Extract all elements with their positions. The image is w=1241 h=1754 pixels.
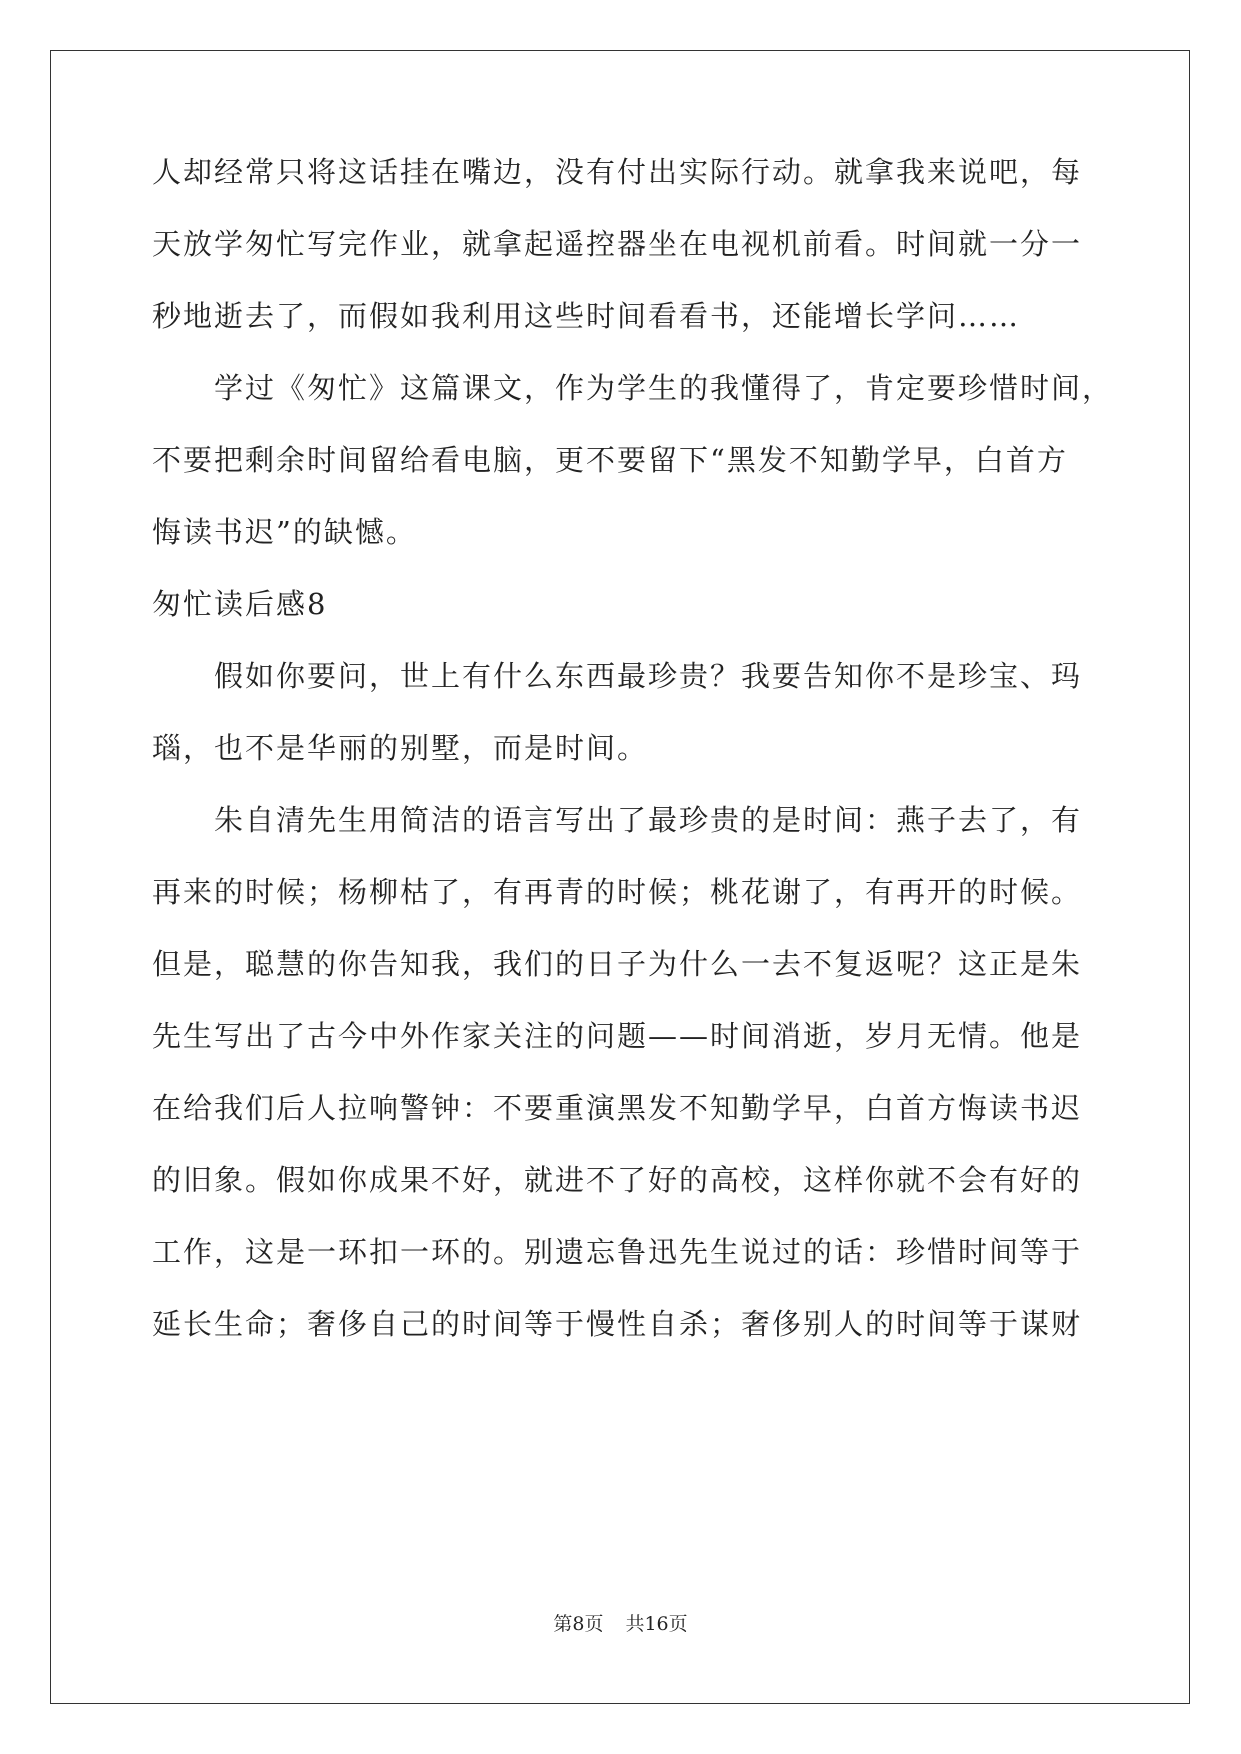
- paragraph-first-line: 学过《匆忙》这篇课文，作为学生的我懂得了，肯定要珍惜时间，: [152, 371, 1114, 405]
- text-line: 秒地逝去了，而假如我利用这些时间看看书，还能增长学问……: [152, 299, 1021, 333]
- text-line: 工作，这是一环扣一环的。别遗忘鲁迅先生说过的话：珍惜时间等于: [152, 1235, 1083, 1269]
- text-line: 人却经常只将这话挂在嘴边，没有付出实际行动。就拿我来说吧，每: [152, 155, 1083, 189]
- page-footer: [0, 1612, 1241, 1636]
- text-line: 瑙，也不是华丽的别墅，而是时间。: [152, 731, 649, 765]
- page-total: 共16页: [625, 1613, 688, 1635]
- text-line: 再来的时候；杨柳枯了，有再青的时候；桃花谢了，有再开的时候。: [152, 875, 1083, 909]
- text-line: 天放学匆忙写完作业，就拿起遥控器坐在电视机前看。时间就一分一: [152, 227, 1083, 261]
- text-line: 延长生命；奢侈自己的时间等于慢性自杀；奢侈别人的时间等于谋财: [152, 1307, 1083, 1341]
- paragraph-first-line: 假如你要问，世上有什么东西最珍贵？我要告知你不是珍宝、玛: [152, 659, 1083, 693]
- text-line: 先生写出了古今中外作家关注的问题——时间消逝，岁月无情。他是: [152, 1019, 1083, 1053]
- text-line: 的旧象。假如你成果不好，就进不了好的高校，这样你就不会有好的: [152, 1163, 1083, 1197]
- text-line: 但是，聪慧的你告知我，我们的日子为什么一去不复返呢？这正是朱: [152, 947, 1083, 981]
- text-line: 悔读书迟”的缺憾。: [152, 515, 417, 549]
- text-line: 在给我们后人拉响警钟：不要重演黑发不知勤学早，白首方悔读书迟: [152, 1091, 1083, 1125]
- page-number: 第8页: [553, 1613, 604, 1635]
- section-heading: 匆忙读后感8: [152, 587, 328, 621]
- text-line: 不要把剩余时间留给看电脑，更不要留下“黑发不知勤学早，白首方: [152, 443, 1068, 477]
- paragraph-first-line: 朱自清先生用简洁的语言写出了最珍贵的是时间：燕子去了，有: [152, 803, 1083, 837]
